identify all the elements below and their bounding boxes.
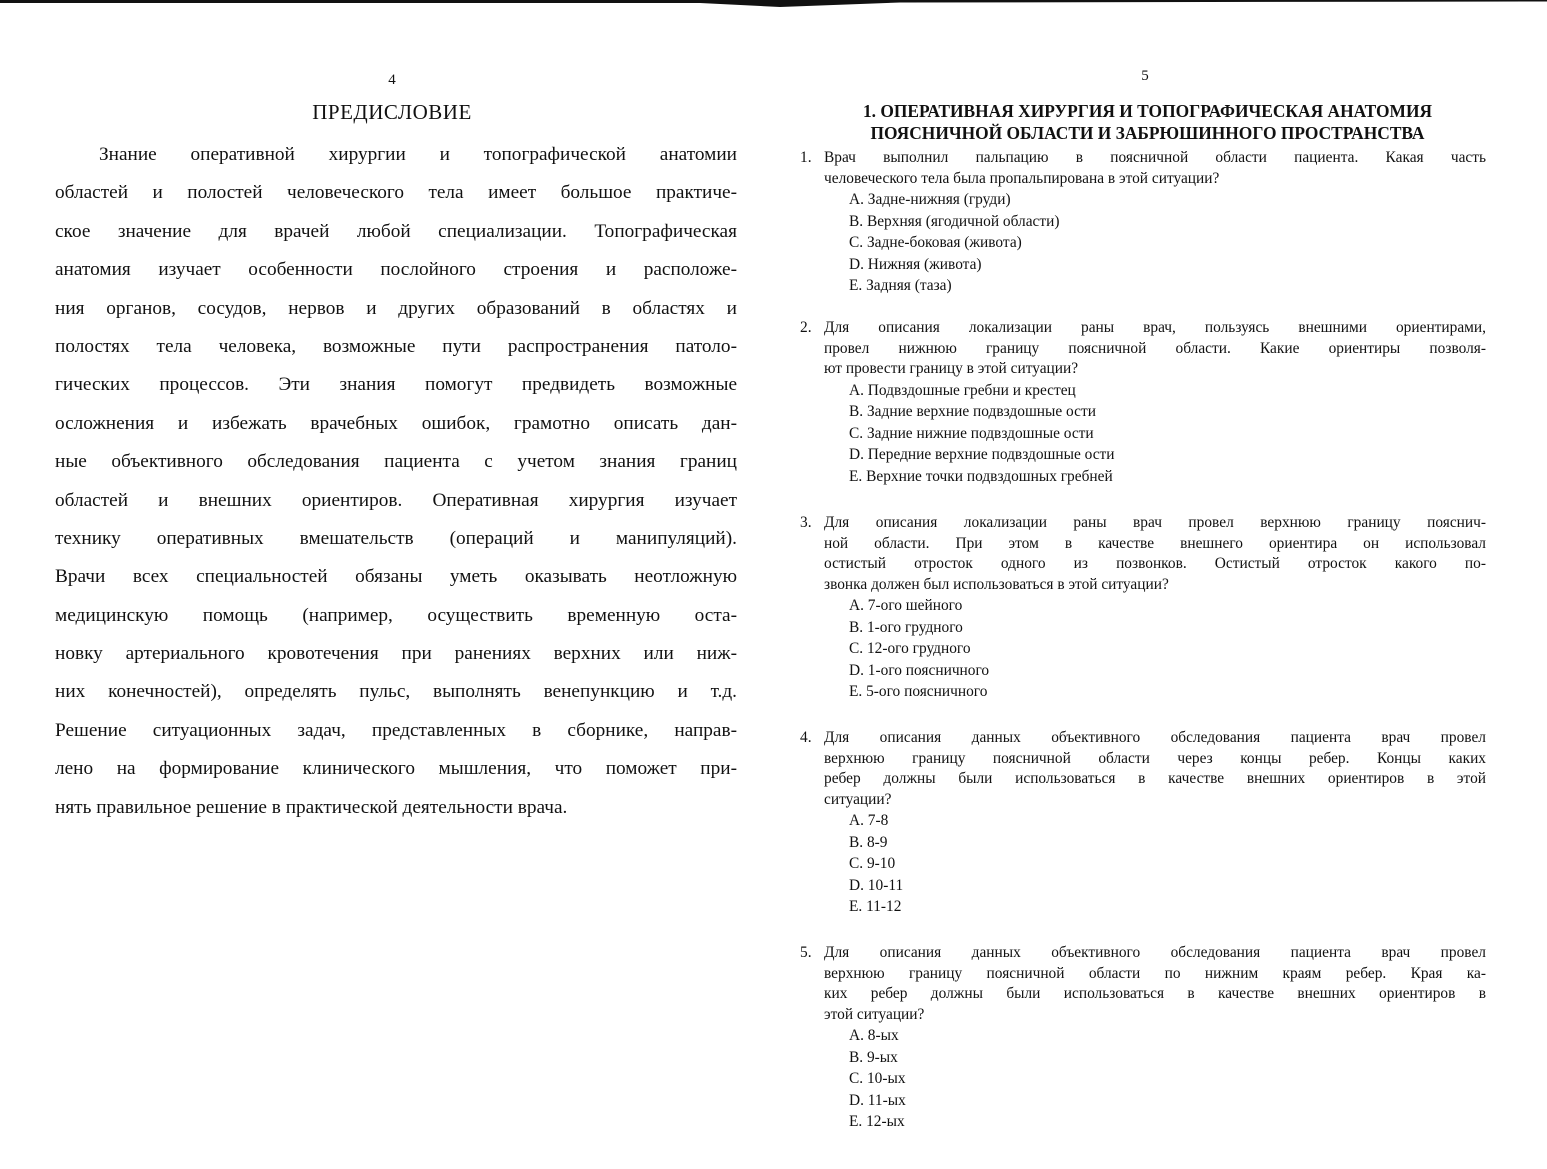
- paragraph-line: гических процессов. Эти знания помогут предвидеть возможные: [55, 374, 737, 396]
- question-text: [824, 943, 1486, 1025]
- paragraph-line: новку артериального кровотечения при ранениях верхних или ниж-: [55, 643, 737, 665]
- answer-option: D. 11-ых: [849, 1091, 906, 1109]
- section-title: [790, 100, 1505, 144]
- scan-top-edge: [0, 0, 1547, 8]
- answer-options: [849, 380, 1486, 488]
- answer-options: [849, 595, 1486, 703]
- answer-option: D. 10-11: [849, 876, 904, 894]
- paragraph-line: нять правильное решение в практической деятельности врача.: [55, 796, 568, 818]
- question-text-line: Для описания данных объективного обследования пациента врач провел: [824, 729, 1486, 746]
- paragraph-line: них конечностей), определять пульс, выполнять венепункцию и т.д.: [55, 681, 737, 703]
- paragraph-line: Решение ситуационных задач, представленных в сборнике, направ-: [55, 719, 737, 741]
- question-2: [800, 318, 1486, 487]
- paragraph-line: Знание оперативной хирургии и топографической анатомии: [99, 144, 737, 165]
- answer-option: C. 10-ых: [849, 1070, 906, 1087]
- paragraph-line: областей и внешних ориентиров. Оперативная хирургия изучает: [55, 489, 737, 511]
- question-text: [824, 318, 1486, 380]
- question-4: [800, 728, 1486, 918]
- question-text-line: ситуации?: [824, 790, 892, 808]
- answer-option: C. 9-10: [849, 855, 896, 872]
- paragraph-line: лено на формирование клинического мышления, что поможет при-: [55, 758, 737, 780]
- section-title-line: 1. ОПЕРАТИВНАЯ ХИРУРГИЯ И ТОПОГРАФИЧЕСКАЯ АНАТОМИЯ: [862, 101, 1433, 121]
- question-text-line: ких ребер должны были использоваться в качестве внешних ориентиров в: [824, 985, 1486, 1002]
- question-text-line: этой ситуации?: [824, 1005, 925, 1023]
- paragraph-line: ское значение для врачей любой специализации. Топографическая: [55, 220, 737, 242]
- answer-option: C. 12-ого грудного: [849, 640, 971, 657]
- question-text: [824, 728, 1486, 810]
- question-number: 1.: [800, 149, 812, 166]
- answer-option: A. 7-ого шейного: [849, 597, 963, 614]
- answer-option: E. 12-ых: [849, 1113, 905, 1130]
- question-text-line: остистый отросток одного из позвонков. Остистый отросток какого по-: [824, 555, 1486, 572]
- answer-option: D. 1-ого поясничного: [849, 661, 990, 679]
- question-text-line: Для описания локализации раны врач провел верхнюю границу пояснич-: [824, 514, 1486, 531]
- answer-option: C. Задне-боковая (живота): [849, 234, 1022, 251]
- preface-paragraph: [55, 136, 737, 827]
- question-1: [800, 148, 1486, 297]
- question-text-line: звонка должен был использоваться в этой ситуации?: [824, 575, 1169, 593]
- question-text-line: ют провести границу в этой ситуации?: [824, 360, 1079, 377]
- question-text: [824, 513, 1486, 595]
- paragraph-line: осложнения и избежать врачебных ошибок, грамотно описать дан-: [55, 412, 737, 434]
- answer-option: A. Подвздошные гребни и крестец: [849, 381, 1076, 399]
- question-number: 3.: [800, 514, 812, 531]
- paragraph-line: ния органов, сосудов, нервов и других образований в областях и: [55, 297, 737, 319]
- answer-option: B. 1-ого грудного: [849, 618, 963, 636]
- answer-option: B. Задние верхние подвздошные ости: [849, 403, 1096, 420]
- paragraph-line: медицинскую помощь (например, осуществить временную оста-: [55, 604, 737, 626]
- question-number: 4.: [800, 729, 812, 746]
- question-3: [800, 513, 1486, 703]
- page-number: 5: [1141, 68, 1149, 84]
- answer-option: A. 8-ых: [849, 1027, 899, 1044]
- question-text-line: Врач выполнил пальпацию в поясничной области пациента. Какая часть: [824, 149, 1486, 166]
- question-text-line: Для описания локализации раны врач, пользуясь внешними ориентирами,: [824, 319, 1486, 336]
- answer-options: [849, 189, 1486, 297]
- question-number: 2.: [800, 319, 812, 336]
- answer-option: E. 11-12: [849, 898, 902, 915]
- question-text-line: верхнюю границу поясничной области через концы ребер. Концы каких: [824, 749, 1486, 767]
- paragraph-line: технику оперативных вмешательств (операций и манипуляций).: [55, 527, 737, 549]
- answer-option: E. Верхние точки подвздошных гребней: [849, 467, 1113, 485]
- question-text-line: верхнюю границу поясничной области по нижним краям ребер. Края ка-: [824, 964, 1486, 982]
- answer-options: [849, 1025, 1486, 1133]
- preface-title: ПРЕДИСЛОВИЕ: [312, 100, 472, 124]
- section-title-line: ПОЯСНИЧНОЙ ОБЛАСТИ И ЗАБРЮШИННОГО ПРОСТРАНСТВА: [870, 123, 1425, 143]
- answer-option: A. 7-8: [849, 812, 889, 829]
- answer-option: D. Передние верхние подвздошные ости: [849, 446, 1115, 463]
- page-number: 4: [388, 72, 396, 88]
- question-text-line: ной области. При этом в качестве внешнего ориентира он использовал: [824, 534, 1486, 552]
- answer-option: B. 8-9: [849, 833, 888, 851]
- paragraph-line: Врачи всех специальностей обязаны уметь оказывать неотложную: [55, 566, 737, 588]
- question-5: [800, 943, 1486, 1133]
- answer-option: C. Задние нижние подвздошные ости: [849, 424, 1094, 442]
- question-text: [824, 148, 1486, 189]
- answer-option: E. Задняя (таза): [849, 277, 952, 294]
- question-text-line: ребер должны были использоваться в качестве внешних ориентиров в этой: [824, 770, 1486, 787]
- paragraph-line: ные объективного обследования пациента с учетом знания границ: [55, 451, 737, 473]
- answer-option: D. Нижняя (живота): [849, 255, 982, 273]
- paragraph-line: областей и полостей человеческого тела имеет большое практиче-: [55, 182, 737, 204]
- question-text-line: Для описания данных объективного обследования пациента врач провел: [824, 944, 1486, 961]
- paragraph-line: анатомия изучает особенности послойного строения и расположе-: [55, 259, 737, 281]
- question-number: 5.: [800, 944, 812, 961]
- answer-option: B. Верхняя (ягодичной области): [849, 212, 1060, 230]
- question-text-line: человеческого тела была пропальпирована в этой ситуации?: [824, 169, 1220, 187]
- answer-option: E. 5-ого поясничного: [849, 683, 988, 700]
- answer-option: A. Задне-нижняя (груди): [849, 191, 1011, 208]
- paragraph-line: полостях тела человека, возможные пути распространения патоло-: [55, 335, 737, 357]
- question-text-line: провел нижнюю границу поясничной области. Какие ориентиры позволя-: [824, 339, 1486, 357]
- answer-options: [849, 810, 1486, 918]
- answer-option: B. 9-ых: [849, 1048, 898, 1066]
